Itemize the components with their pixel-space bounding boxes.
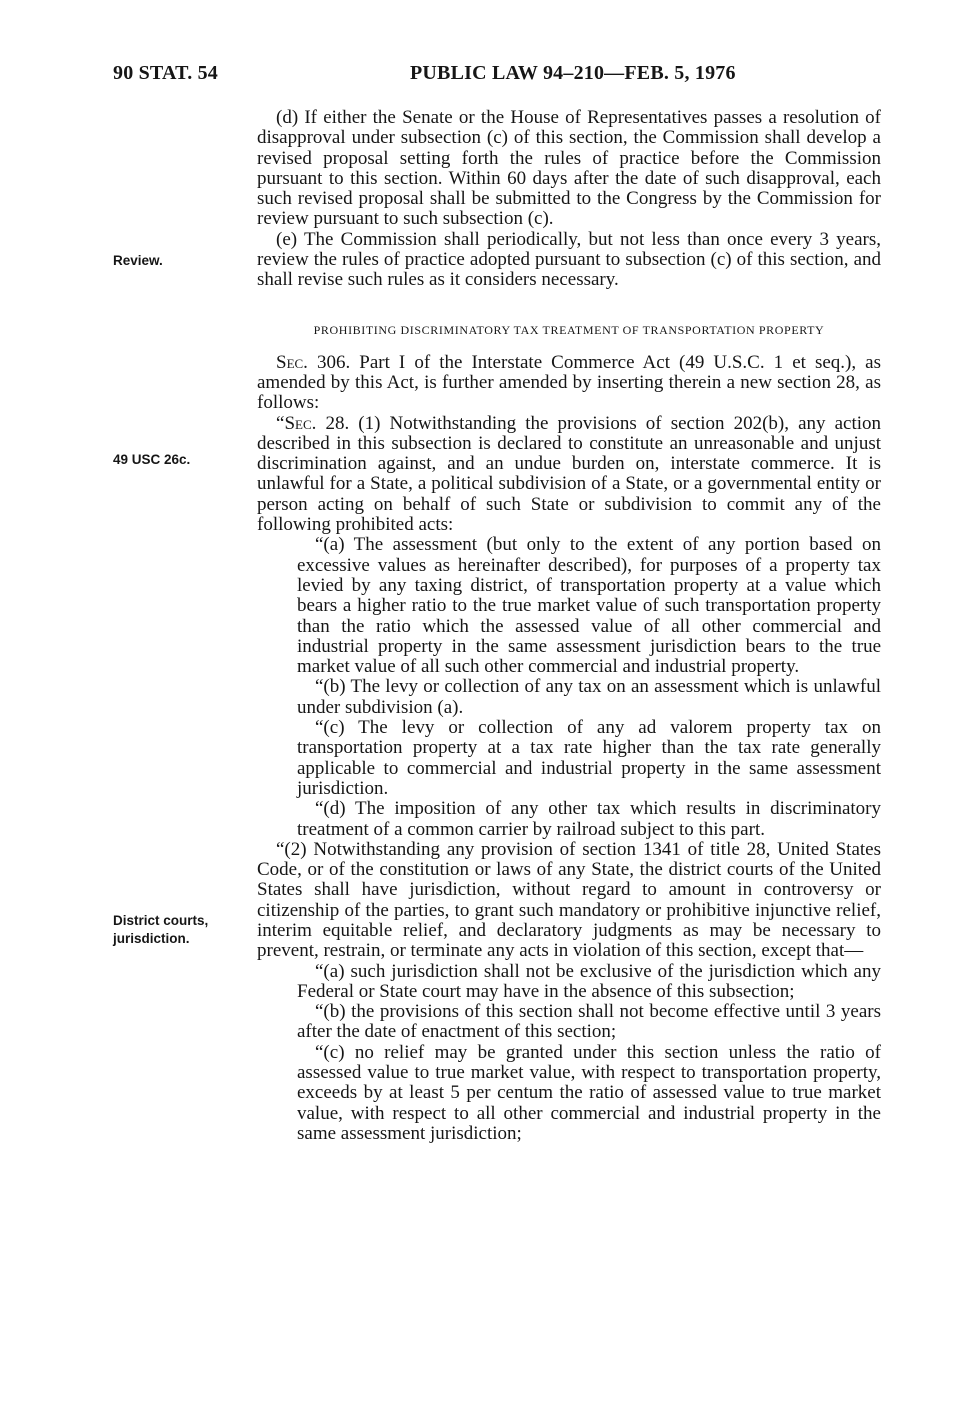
- paragraph-d: (d) If either the Senate or the House of Representatives passes a resolution of disapproval under subsection (c) of this section, the Commission shall develop a revised proposal setting forth the rules of practice before the Commission pursuant to this section. Within 60 days after the date of such disapproval, each such revised proposal shall be submitted to the Congress by the Commission for review pursuant to such subsection (c).: [257, 107, 881, 230]
- subdivision-1d: “(d) The imposition of any other tax which results in discriminatory treatment of a common carrier by railroad subject to this part.: [297, 798, 881, 840]
- section-306-text: 306. Part I of the Interstate Commerce Act (49 U.S.C. 1 et seq.), as amended by this Act, is further amended by inserting therein a new section 28, as follows:: [257, 351, 881, 414]
- subdivision-1c: “(c) The levy or collection of any ad valorem property tax on transportation property at a tax rate higher than the tax rate generally applicable to commercial and industrial property in the same assessment jurisdiction.: [297, 717, 881, 799]
- paragraph-e: (e) The Commission shall periodically, but not less than once every 3 years, review the rules of practice adopted pursuant to subsection (c) of this section, and shall revise such rules as it considers necessary.: [257, 228, 881, 291]
- subdivision-2b: “(b) the provisions of this section shall not become effective until 3 years after the date of enactment of this section;: [297, 1001, 881, 1043]
- page-header: [0, 62, 954, 92]
- page-stat-number: 90 STAT. 54: [113, 62, 218, 84]
- margin-note-line: jurisdiction.: [113, 931, 190, 946]
- statute-body: [257, 108, 881, 1144]
- section-heading: PROHIBITING DISCRIMINATORY TAX TREATMENT OF TRANSPORTATION PROPERTY: [313, 322, 825, 337]
- running-head: PUBLIC LAW 94–210—FEB. 5, 1976: [410, 62, 736, 84]
- section-306: [257, 353, 881, 414]
- margin-note-district-courts: [113, 912, 208, 948]
- section-28-text: 28. (1) Notwithstanding the provisions of section 202(b), any action described in this subsection is declared to constitute an unreasonable and unjust discrimination against, and an undue burden on, interstate commerce. It is unlawful for a State, a political subdivision of a State, or a governmental entity or person acting on behalf of such State or subdivision to commit any of the following prohibited acts:: [257, 412, 881, 536]
- margin-note-usc-citation: 49 USC 26c.: [113, 452, 191, 467]
- subdivision-2a: “(a) such jurisdiction shall not be exclusive of the jurisdiction which any Federal or State court may have in the absence of this subsection;: [297, 960, 881, 1002]
- subdivision-1b: “(b) The levy or collection of any tax on an assessment which is unlawful under subdivision (a).: [297, 676, 881, 718]
- section-28-subsection-1: [257, 414, 881, 536]
- section-label: Sec.: [284, 412, 317, 434]
- section-28-subsection-2: “(2) Notwithstanding any provision of section 1341 of title 28, United States Code, or of the constitution or laws of any State, the district courts of the United States shall have jurisdiction, without regard to amount in controversy or citizenship of the parties, to grant such mandatory or prohibitive injunctive relief, interim equitable relief, and declaratory judgments as may be necessary to prevent, restrain, or terminate any acts in violation of this section, except that—: [257, 838, 881, 962]
- subdivision-1a: “(a) The assessment (but only to the extent of any portion based on excessive values as hereinafter described), for purposes of a property tax levied by any taxing district, of transportation property at a value which bears a higher ratio to the true market value of such transportation property than the ratio which the assessed value of all other commercial and industrial property in the same assessment jurisdiction bears to the true market value of all such other commercial and industrial property.: [297, 534, 881, 678]
- open-quote: “: [276, 412, 285, 434]
- margin-note-review: Review.: [113, 253, 163, 268]
- section-label: Sec.: [276, 351, 308, 373]
- subdivision-2c: “(c) no relief may be granted under this section unless the ratio of assessed value to true market value, with respect to transportation property, exceeds by at least 5 per centum the ratio of assessed value to true market value, with respect to all other commercial and industrial property in the same assessment jurisdiction;: [297, 1041, 881, 1144]
- margin-note-line: District courts,: [113, 913, 209, 928]
